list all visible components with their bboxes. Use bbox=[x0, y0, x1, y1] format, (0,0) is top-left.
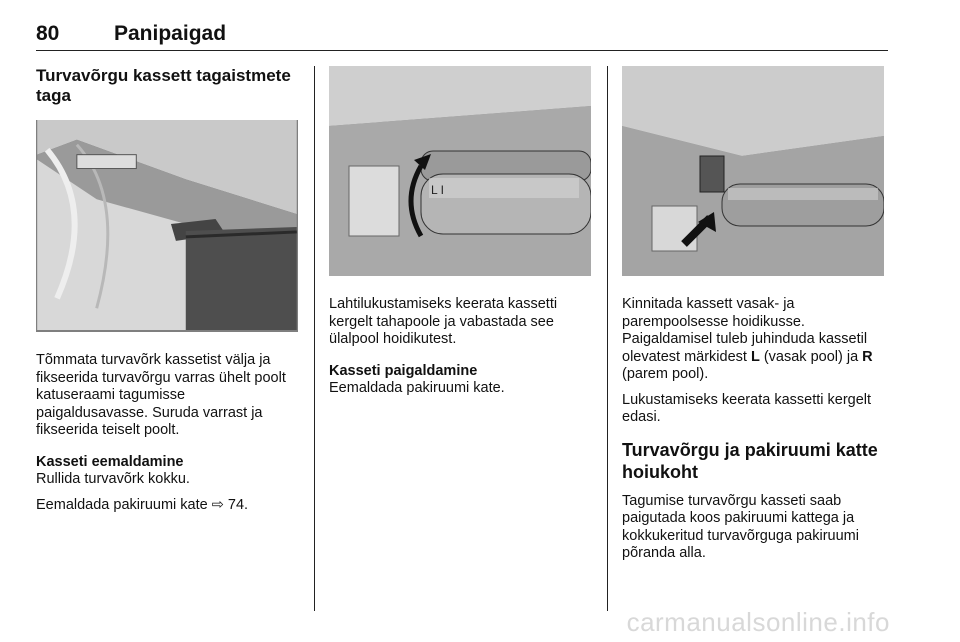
photo-cassette-unlock bbox=[329, 66, 591, 276]
cassette-unlock-illustration bbox=[329, 66, 591, 276]
paragraph: Rullida turvavõrk kokku. bbox=[36, 471, 190, 487]
subheading-removal: Kasseti eemaldamine bbox=[36, 453, 184, 470]
section-title-storage: Turvavõrgu ja pakiruumi katte hoiukoht bbox=[622, 439, 878, 482]
paragraph: Tagumise turvavõrgu kasseti saab paigutada koos pakiruumi kattega ja kokkukeritud turvavõrguga pakiruumi põranda alla. bbox=[622, 492, 859, 561]
column-divider bbox=[314, 66, 315, 611]
paragraph: Lahtilukustamiseks keerata kassetti kergelt tahapoole ja vabastada see ülalpool hoidikutest. bbox=[329, 296, 558, 347]
column-right bbox=[622, 66, 884, 571]
column-middle bbox=[329, 66, 591, 406]
mark-right: R bbox=[862, 348, 873, 365]
mark-left: L bbox=[750, 348, 760, 365]
paragraph: Eemaldada pakiruumi kate. bbox=[329, 380, 505, 396]
column-divider bbox=[607, 66, 608, 611]
paragraph: Lukustamiseks keerata kassetti kergelt edasi. bbox=[622, 391, 872, 425]
section-title-cassette: Turvavõrgu kassett tagaistmete taga bbox=[36, 66, 291, 105]
column-left bbox=[36, 66, 298, 522]
install-text: (parem pool). bbox=[622, 366, 709, 382]
net-rod-illustration bbox=[36, 120, 298, 330]
page-reference-link[interactable]: 74. bbox=[227, 496, 249, 513]
paragraph-install-marks bbox=[622, 296, 884, 384]
paragraph: Tõmmata turvavõrk kassetist välja ja fikseerida turvavõrgu varras ühelt poolt katuseraami tagumisse paigaldusavasse. Suruda varrast ja fikseerida teiselt poolt. bbox=[36, 352, 286, 438]
subheading-installation: Kasseti paigaldamine bbox=[329, 362, 478, 379]
page-header bbox=[36, 22, 888, 51]
cassette-marking-label: L I bbox=[431, 183, 444, 197]
page-reference-arrow-icon[interactable]: ⇨ bbox=[211, 496, 224, 513]
photo-net-rod-fixing bbox=[36, 120, 298, 332]
page-number: 80 bbox=[36, 22, 60, 45]
install-text: Kinnitada kassett vasak- ja parempoolsesse hoidikusse. Paigaldamisel tuleb juhinduda kassetil olevatest märkidest bbox=[622, 296, 868, 365]
paragraph-with-reference bbox=[36, 497, 298, 515]
install-text: (vasak pool) ja bbox=[763, 348, 859, 365]
reference-text: Eemaldada pakiruumi kate bbox=[36, 496, 208, 513]
cassette-install-illustration bbox=[622, 66, 884, 276]
photo-cassette-install bbox=[622, 66, 884, 276]
watermark: carmanualsonline.info bbox=[626, 607, 890, 637]
chapter-title: Panipaigad bbox=[114, 22, 227, 45]
